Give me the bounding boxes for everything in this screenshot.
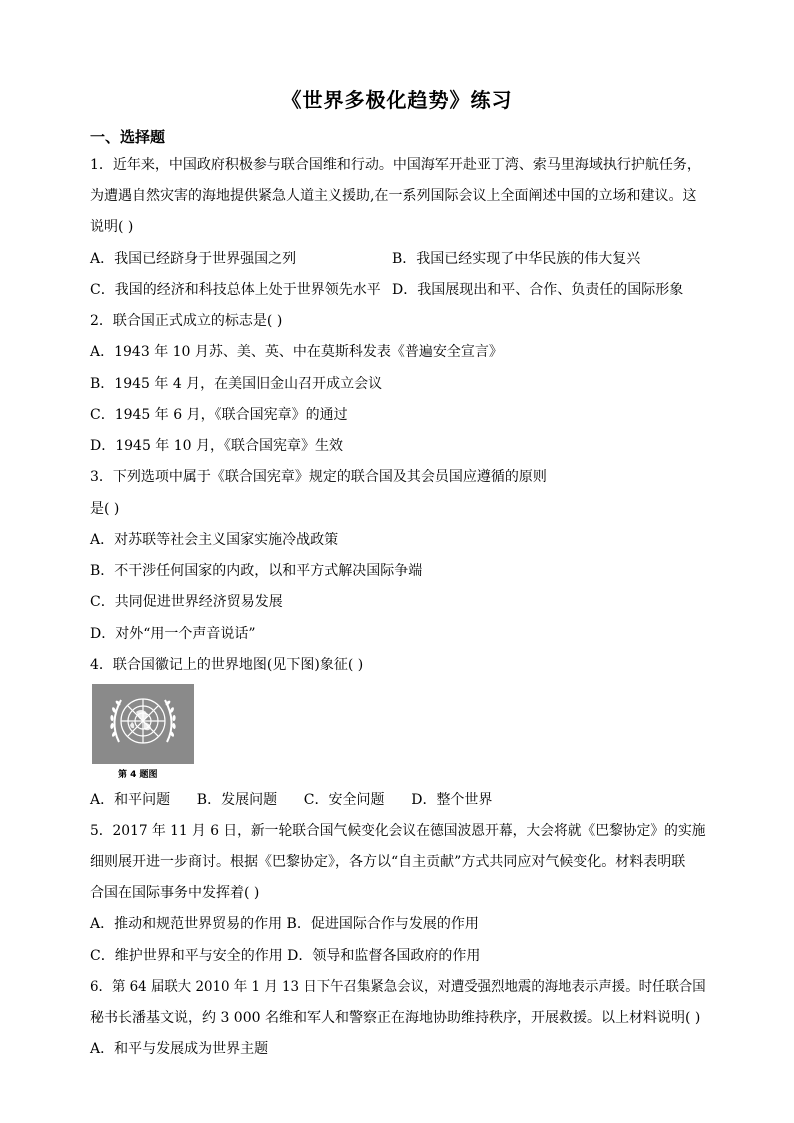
q1-option-b: B．我国已经实现了中华民族的伟大复兴 bbox=[392, 251, 641, 267]
q4-stem: 4．联合国徽记上的世界地图(见下图)象征( ) bbox=[90, 657, 364, 673]
q3-option-d: D．对外“用一个声音说话” bbox=[90, 626, 256, 642]
q5-options-cd: C．维护世界和平与安全的作用 D．领导和监督各国政府的作用 bbox=[90, 948, 481, 964]
q6-stem-line-2: 秘书长潘基文说，约 3 000 名维和军人和警察正在海地协助维持秩序，开展救援。以上材料说明( ) bbox=[90, 1010, 701, 1026]
q3-option-c: C．共同促进世界经济贸易发展 bbox=[90, 594, 283, 610]
page-title: 《世界多极化趋势》练习 bbox=[281, 88, 513, 112]
un-emblem-image bbox=[92, 684, 194, 764]
q6-stem-line-1: 6．第 64 届联大 2010 年 1 月 13 日下午召集紧急会议，对遭受强烈地震的海地表示声援。时任联合国 bbox=[90, 979, 706, 995]
q3-option-b: B．不干涉任何国家的内政，以和平方式解决国际争端 bbox=[90, 563, 423, 579]
q3-option-a: A．对苏联等社会主义国家实施冷战政策 bbox=[90, 532, 339, 548]
q1-stem-line-2: 为遭遇自然灾害的海地提供紧急人道主义援助,在一系列国际会议上全面阐述中国的立场和建议。这 bbox=[90, 188, 697, 204]
q5-stem-line-1: 5．2017 年 11 月 6 日，新一轮联合国气候变化会议在德国波恩开幕，大会将就《巴黎协定》的实施 bbox=[90, 823, 706, 839]
q5-stem-line-3: 合国在国际事务中发挥着( ) bbox=[90, 885, 260, 901]
q6-option-a: A．和平与发展成为世界主题 bbox=[90, 1041, 269, 1057]
q2-option-d: D．1945 年 10 月，《联合国宪章》生效 bbox=[90, 438, 344, 454]
q3-stem-line-2: 是( ) bbox=[90, 501, 120, 517]
q2-option-c: C．1945 年 6 月，《联合国宪章》的通过 bbox=[90, 407, 348, 423]
q1-option-c: C．我国的经济和科技总体上处于世界领先水平 bbox=[90, 282, 381, 298]
q5-stem-line-2: 细则展开进一步商讨。根据《巴黎协定》，各方以“自主贡献”方式共同应对气候变化。材料表明联 bbox=[90, 854, 686, 870]
q1-option-a: A．我国已经跻身于世界强国之列 bbox=[90, 251, 297, 267]
q4-options: A．和平问题 B．发展问题 C．安全问题 D．整个世界 bbox=[90, 792, 493, 808]
q2-option-b: B．1945 年 4 月，在美国旧金山召开成立会议 bbox=[90, 376, 383, 392]
q1-stem-line-1: 1．近年来，中国政府积极参与联合国维和行动。中国海军开赴亚丁湾、索马里海域执行护航任务， bbox=[90, 157, 701, 173]
q1-option-d: D．我国展现出和平、合作、负责任的国际形象 bbox=[392, 282, 684, 298]
q2-stem: 2．联合国正式成立的标志是( ) bbox=[90, 313, 283, 329]
figure-caption: 第 4 题图 bbox=[118, 770, 158, 780]
q2-option-a: A．1943 年 10 月苏、美、英、中在莫斯科发表《普遍安全宣言》 bbox=[90, 344, 503, 360]
section-heading: 一、选择题 bbox=[90, 128, 166, 146]
q3-stem-line-1: 3．下列选项中属于《联合国宪章》规定的联合国及其会员国应遵循的原则 bbox=[90, 469, 547, 485]
q5-options-ab: A．推动和规范世界贸易的作用 B．促进国际合作与发展的作用 bbox=[90, 916, 479, 932]
q1-stem-line-3: 说明( ) bbox=[90, 219, 134, 235]
